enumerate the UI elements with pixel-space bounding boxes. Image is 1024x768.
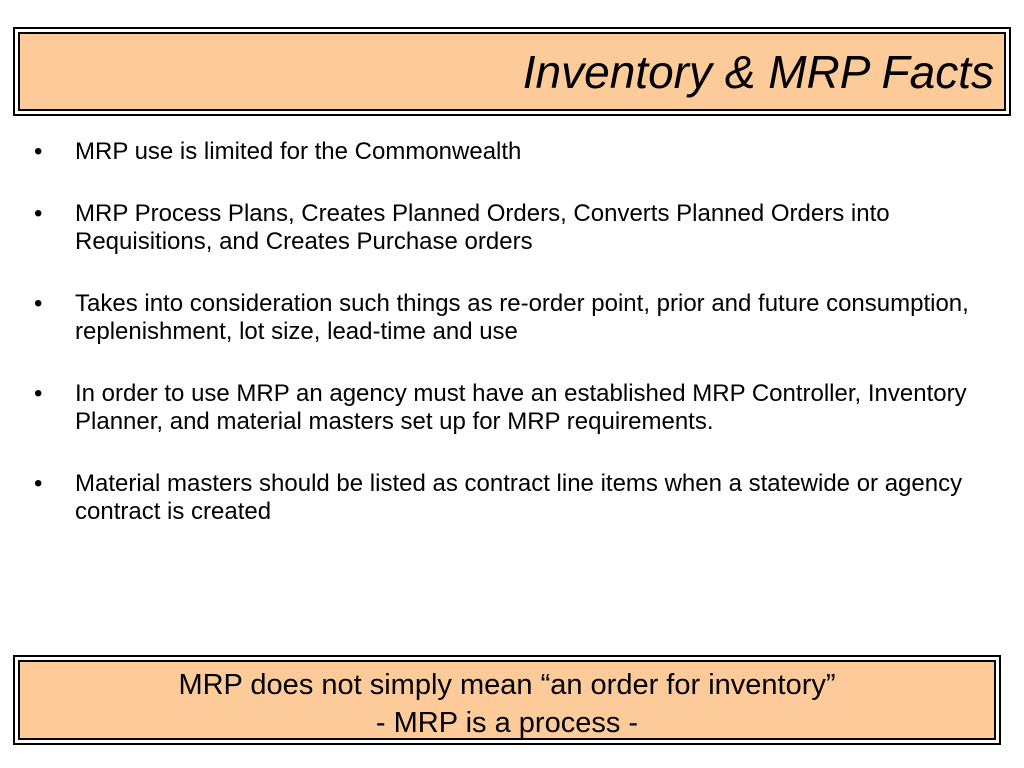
- bullet-list: [30, 138, 1000, 560]
- bullet-dot-icon: •: [34, 200, 43, 227]
- bullet-text: MRP Process Plans, Creates Planned Orders, Converts Planned Orders into Requisitions, and Creates Purchase orders: [75, 200, 890, 255]
- bullet-dot-icon: •: [34, 470, 43, 497]
- slide-title: Inventory & MRP Facts: [522, 45, 994, 98]
- bullet-dot-icon: •: [34, 138, 43, 165]
- callout-frame: [13, 655, 1001, 745]
- bullet-dot-icon: •: [34, 380, 43, 407]
- bullet-item: [30, 380, 1000, 436]
- bullet-text: In order to use MRP an agency must have an established MRP Controller, Inventory Planner, and material masters set up for MRP requirements.: [75, 380, 967, 435]
- bullet-text: MRP use is limited for the Commonwealth: [75, 138, 522, 165]
- bullet-item: [30, 290, 1000, 346]
- bullet-item: [30, 138, 1000, 166]
- callout-line-1: MRP does not simply mean “an order for inventory”: [178, 669, 836, 701]
- bullet-dot-icon: •: [34, 290, 43, 317]
- bullet-text: Material masters should be listed as contract line items when a statewide or agency contract is created: [75, 470, 963, 525]
- bullet-item: [30, 200, 1000, 256]
- bullet-text: Takes into consideration such things as re-order point, prior and future consumption, replenishment, lot size, lead-time and use: [75, 290, 969, 345]
- bullet-item: [30, 470, 1000, 526]
- title-banner: [18, 32, 1006, 111]
- callout-banner: [18, 660, 996, 740]
- title-frame: [13, 27, 1011, 116]
- callout-line-2: - MRP is a process -: [375, 707, 639, 739]
